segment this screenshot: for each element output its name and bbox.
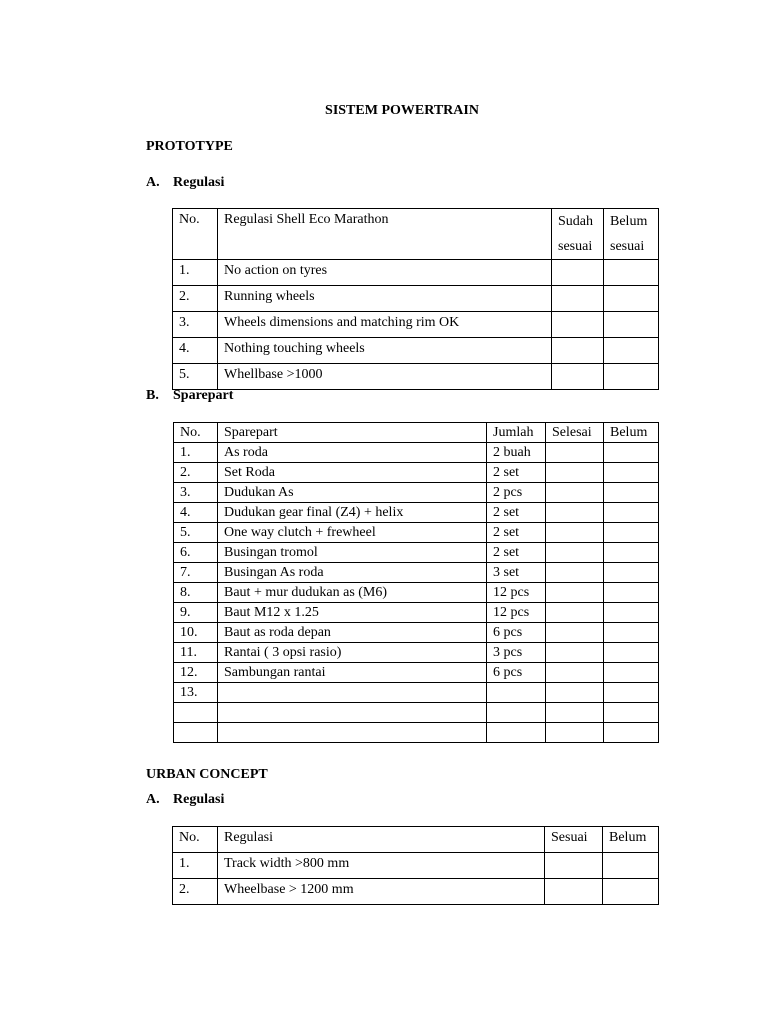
table-cell bbox=[546, 563, 604, 583]
table-header-cell: Regulasi Shell Eco Marathon bbox=[218, 209, 552, 260]
table-row bbox=[174, 643, 659, 663]
table-cell bbox=[604, 312, 659, 338]
table-cell bbox=[603, 853, 659, 879]
table-cell bbox=[218, 703, 487, 723]
table-cell: 2 set bbox=[487, 503, 546, 523]
table-cell bbox=[546, 683, 604, 703]
table-cell: 3 pcs bbox=[487, 643, 546, 663]
table-cell: Set Roda bbox=[218, 463, 487, 483]
section-title: Regulasi bbox=[173, 175, 225, 190]
document-title: SISTEM POWERTRAIN bbox=[325, 103, 479, 118]
table-cell: 1. bbox=[173, 853, 218, 879]
table-cell bbox=[546, 643, 604, 663]
table-row bbox=[173, 286, 659, 312]
table-cell: 3 set bbox=[487, 563, 546, 583]
table-cell: One way clutch + frewheel bbox=[218, 523, 487, 543]
table-header-cell: Sudah sesuai bbox=[552, 209, 604, 260]
urban-regulasi-table bbox=[172, 826, 659, 905]
table-header-row bbox=[173, 827, 659, 853]
table-cell: 5. bbox=[173, 364, 218, 390]
table-cell bbox=[604, 663, 659, 683]
table-cell: Baut M12 x 1.25 bbox=[218, 603, 487, 623]
table-row bbox=[173, 879, 659, 905]
table-cell bbox=[604, 483, 659, 503]
table-cell: 13. bbox=[174, 683, 218, 703]
section-title: Regulasi bbox=[173, 792, 225, 807]
table-cell: 10. bbox=[174, 623, 218, 643]
table-row bbox=[174, 583, 659, 603]
table-cell bbox=[546, 703, 604, 723]
table-header-cell: Jumlah bbox=[487, 423, 546, 443]
table-header-cell: Belum sesuai bbox=[604, 209, 659, 260]
table-header-cell: No. bbox=[173, 827, 218, 853]
table-row bbox=[173, 338, 659, 364]
prototype-regulasi-heading bbox=[146, 175, 224, 191]
table-cell: 6 pcs bbox=[487, 663, 546, 683]
urban-regulasi-heading bbox=[146, 792, 224, 808]
table-cell: 3. bbox=[174, 483, 218, 503]
table-cell: 2 set bbox=[487, 543, 546, 563]
table-header-cell: No. bbox=[173, 209, 218, 260]
table-cell bbox=[604, 543, 659, 563]
table-cell: Running wheels bbox=[218, 286, 552, 312]
table-cell: 6 pcs bbox=[487, 623, 546, 643]
section-letter: B. bbox=[146, 388, 159, 403]
table-cell: Dudukan gear final (Z4) + helix bbox=[218, 503, 487, 523]
table-cell: Baut + mur dudukan as (M6) bbox=[218, 583, 487, 603]
table-cell bbox=[604, 286, 659, 312]
table-header-cell: Sesuai bbox=[545, 827, 603, 853]
table-cell bbox=[487, 723, 546, 743]
table-row bbox=[174, 443, 659, 463]
table-cell bbox=[546, 603, 604, 623]
table-header-cell: Selesai bbox=[546, 423, 604, 443]
table-header-cell: Sparepart bbox=[218, 423, 487, 443]
table-cell bbox=[604, 563, 659, 583]
table-row bbox=[174, 603, 659, 623]
table-cell: 12 pcs bbox=[487, 603, 546, 623]
table-cell: Dudukan As bbox=[218, 483, 487, 503]
table-row bbox=[174, 723, 659, 743]
table-cell bbox=[174, 723, 218, 743]
table-cell: 2. bbox=[174, 463, 218, 483]
table-cell: Rantai ( 3 opsi rasio) bbox=[218, 643, 487, 663]
table-cell: 4. bbox=[173, 338, 218, 364]
table-cell bbox=[604, 723, 659, 743]
table-cell: 2. bbox=[173, 879, 218, 905]
table-cell bbox=[604, 260, 659, 286]
table-cell: 1. bbox=[174, 443, 218, 463]
table-cell bbox=[604, 703, 659, 723]
table-row bbox=[174, 483, 659, 503]
table-cell bbox=[604, 364, 659, 390]
prototype-sparepart-table bbox=[173, 422, 659, 743]
table-cell bbox=[546, 443, 604, 463]
table-cell: 2 pcs bbox=[487, 483, 546, 503]
table-cell bbox=[604, 503, 659, 523]
table-cell: 2 set bbox=[487, 463, 546, 483]
table-cell: 6. bbox=[174, 543, 218, 563]
table-row bbox=[173, 853, 659, 879]
table-cell bbox=[604, 443, 659, 463]
table-row bbox=[174, 563, 659, 583]
table-row bbox=[173, 364, 659, 390]
table-cell: Busingan tromol bbox=[218, 543, 487, 563]
table-cell: 2 buah bbox=[487, 443, 546, 463]
table-header-cell: No. bbox=[174, 423, 218, 443]
table-cell: 9. bbox=[174, 603, 218, 623]
table-cell: 1. bbox=[173, 260, 218, 286]
table-cell bbox=[174, 703, 218, 723]
table-cell: 4. bbox=[174, 503, 218, 523]
section-letter: A. bbox=[146, 175, 160, 190]
table-cell bbox=[546, 483, 604, 503]
table-header-row bbox=[174, 423, 659, 443]
table-cell bbox=[546, 523, 604, 543]
table-cell bbox=[604, 523, 659, 543]
table-cell: 7. bbox=[174, 563, 218, 583]
table-header-cell: Belum bbox=[604, 423, 659, 443]
table-cell bbox=[545, 853, 603, 879]
table-row bbox=[174, 543, 659, 563]
table-cell bbox=[487, 683, 546, 703]
table-row bbox=[174, 703, 659, 723]
table-cell: As roda bbox=[218, 443, 487, 463]
table-cell bbox=[552, 286, 604, 312]
table-cell bbox=[604, 623, 659, 643]
table-cell bbox=[545, 879, 603, 905]
table-cell bbox=[604, 683, 659, 703]
table-cell: 12. bbox=[174, 663, 218, 683]
table-row bbox=[174, 663, 659, 683]
table-header-cell: Regulasi bbox=[218, 827, 545, 853]
table-cell bbox=[487, 703, 546, 723]
urban-heading: URBAN CONCEPT bbox=[146, 767, 268, 782]
table-cell: Nothing touching wheels bbox=[218, 338, 552, 364]
prototype-regulasi-table bbox=[172, 208, 659, 390]
table-cell: Baut as roda depan bbox=[218, 623, 487, 643]
table-cell bbox=[603, 879, 659, 905]
table-cell: 5. bbox=[174, 523, 218, 543]
table-row bbox=[173, 312, 659, 338]
table-cell bbox=[546, 543, 604, 563]
table-row bbox=[174, 463, 659, 483]
table-cell bbox=[604, 338, 659, 364]
table-row bbox=[173, 260, 659, 286]
table-row bbox=[174, 623, 659, 643]
table-row bbox=[174, 683, 659, 703]
section-letter: A. bbox=[146, 792, 160, 807]
table-cell: 11. bbox=[174, 643, 218, 663]
table-cell: No action on tyres bbox=[218, 260, 552, 286]
table-row bbox=[174, 523, 659, 543]
table-cell: 3. bbox=[173, 312, 218, 338]
table-cell bbox=[604, 643, 659, 663]
table-cell bbox=[546, 663, 604, 683]
table-cell: Whellbase >1000 bbox=[218, 364, 552, 390]
table-cell bbox=[552, 312, 604, 338]
table-cell bbox=[552, 364, 604, 390]
table-cell bbox=[546, 623, 604, 643]
table-cell bbox=[604, 583, 659, 603]
prototype-heading: PROTOTYPE bbox=[146, 139, 233, 154]
section-title: Sparepart bbox=[173, 388, 234, 403]
table-cell: 2 set bbox=[487, 523, 546, 543]
table-cell: Sambungan rantai bbox=[218, 663, 487, 683]
table-cell: Busingan As roda bbox=[218, 563, 487, 583]
table-cell: Track width >800 mm bbox=[218, 853, 545, 879]
table-cell: Wheelbase > 1200 mm bbox=[218, 879, 545, 905]
table-cell bbox=[552, 338, 604, 364]
table-cell: 8. bbox=[174, 583, 218, 603]
table-cell bbox=[546, 503, 604, 523]
table-cell bbox=[546, 583, 604, 603]
table-cell bbox=[218, 723, 487, 743]
table-cell bbox=[546, 723, 604, 743]
table-cell: Wheels dimensions and matching rim OK bbox=[218, 312, 552, 338]
prototype-sparepart-heading bbox=[146, 388, 233, 404]
table-cell bbox=[218, 683, 487, 703]
table-header-cell: Belum bbox=[603, 827, 659, 853]
table-cell: 2. bbox=[173, 286, 218, 312]
table-row bbox=[174, 503, 659, 523]
table-cell bbox=[546, 463, 604, 483]
table-cell bbox=[604, 603, 659, 623]
table-cell bbox=[552, 260, 604, 286]
table-cell: 12 pcs bbox=[487, 583, 546, 603]
table-header-row bbox=[173, 209, 659, 260]
table-cell bbox=[604, 463, 659, 483]
